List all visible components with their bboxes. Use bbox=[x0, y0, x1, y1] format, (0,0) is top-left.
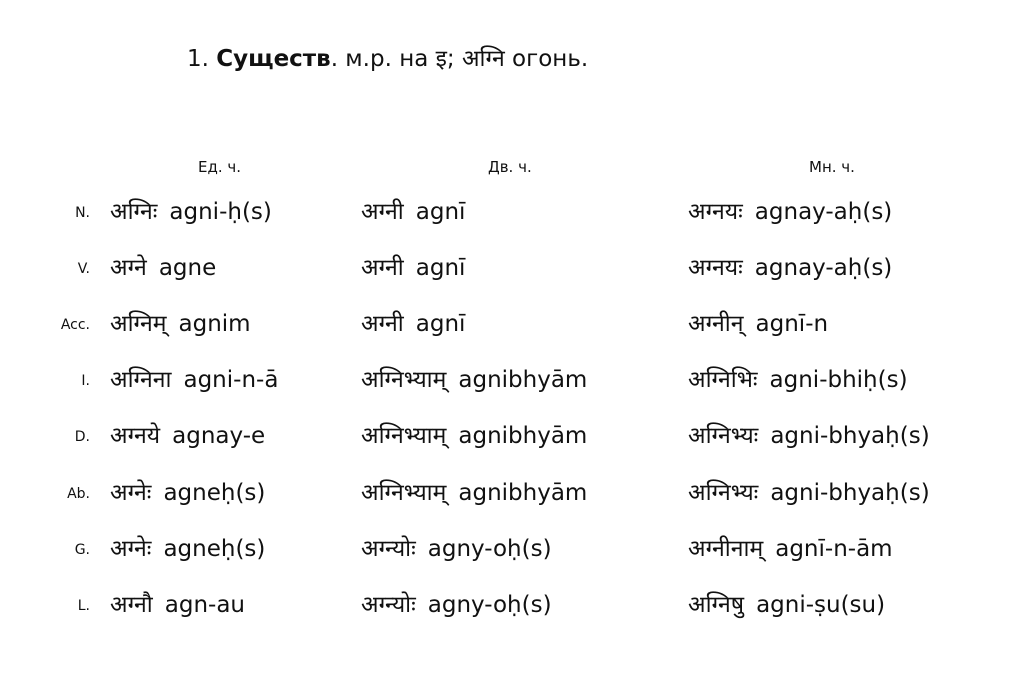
case-label: L. bbox=[77, 598, 90, 614]
title-number: 1. bbox=[187, 46, 209, 72]
transliteration: agni-bhiḥ(s) bbox=[769, 367, 908, 393]
title-bold-word: Существ bbox=[216, 46, 331, 72]
transliteration: agne bbox=[158, 255, 217, 281]
devanagari-form: अग्नी bbox=[361, 199, 404, 225]
transliteration: agni-ḥ(s) bbox=[169, 199, 272, 225]
transliteration: agnim bbox=[178, 311, 251, 337]
form-dual bbox=[361, 476, 587, 510]
case-label: I. bbox=[81, 373, 90, 389]
transliteration: agny-oḥ(s) bbox=[427, 592, 552, 618]
transliteration: agni-n-ā bbox=[183, 367, 279, 393]
devanagari-form: अग्निषु bbox=[688, 592, 745, 618]
transliteration: agnay-aḥ(s) bbox=[754, 199, 893, 225]
form-dual bbox=[361, 532, 552, 566]
case-label: N. bbox=[75, 205, 90, 221]
transliteration: agni-ṣu(su) bbox=[756, 592, 886, 618]
title-rest: . м.р. на इ; अग्नि огонь. bbox=[330, 46, 589, 72]
case-label: V. bbox=[77, 261, 90, 277]
transliteration: agni-bhyaḥ(s) bbox=[770, 480, 930, 506]
form-dual bbox=[361, 419, 587, 453]
devanagari-form: अग्नेः bbox=[110, 480, 152, 506]
column-header-dual: Дв. ч. bbox=[488, 158, 532, 176]
case-label: G. bbox=[74, 542, 90, 558]
form-plural bbox=[688, 363, 908, 397]
column-header-singular: Ед. ч. bbox=[198, 158, 242, 176]
transliteration: agnibhyām bbox=[458, 480, 588, 506]
form-plural bbox=[688, 419, 930, 453]
devanagari-form: अग्नीन् bbox=[688, 311, 744, 337]
transliteration: agnī-n-ām bbox=[775, 536, 893, 562]
devanagari-form: अग्निना bbox=[110, 367, 172, 393]
transliteration: agnī bbox=[415, 255, 466, 281]
form-dual bbox=[361, 307, 465, 341]
form-singular bbox=[110, 251, 216, 285]
column-header-plural: Мн. ч. bbox=[809, 158, 855, 176]
form-singular bbox=[110, 363, 278, 397]
transliteration: agnay-aḥ(s) bbox=[754, 255, 893, 281]
devanagari-form: अग्ने bbox=[110, 255, 147, 281]
transliteration: agnibhyām bbox=[458, 423, 588, 449]
devanagari-form: अग्निभ्याम् bbox=[361, 480, 447, 506]
form-plural bbox=[688, 307, 828, 341]
devanagari-form: अग्निम् bbox=[110, 311, 167, 337]
transliteration: agneḥ(s) bbox=[163, 480, 266, 506]
devanagari-form: अग्नये bbox=[110, 423, 161, 449]
transliteration: agni-bhyaḥ(s) bbox=[770, 423, 930, 449]
form-dual bbox=[361, 251, 465, 285]
form-singular bbox=[110, 532, 265, 566]
transliteration: agneḥ(s) bbox=[163, 536, 266, 562]
devanagari-form: अग्निभ्यः bbox=[688, 423, 759, 449]
devanagari-form: अग्निभ्याम् bbox=[361, 367, 447, 393]
transliteration: agnī-n bbox=[755, 311, 829, 337]
devanagari-form: अग्नी bbox=[361, 311, 404, 337]
transliteration: agn-au bbox=[164, 592, 246, 618]
form-plural bbox=[688, 476, 930, 510]
devanagari-form: अग्निभ्याम् bbox=[361, 423, 447, 449]
form-plural bbox=[688, 195, 892, 229]
transliteration: agnī bbox=[415, 311, 466, 337]
devanagari-form: अग्न्योः bbox=[361, 536, 416, 562]
form-plural bbox=[688, 532, 893, 566]
devanagari-form: अग्निभिः bbox=[688, 367, 758, 393]
form-plural bbox=[688, 251, 892, 285]
devanagari-form: अग्नयः bbox=[688, 199, 743, 225]
form-singular bbox=[110, 419, 265, 453]
devanagari-form: अग्निभ्यः bbox=[688, 480, 759, 506]
transliteration: agny-oḥ(s) bbox=[427, 536, 552, 562]
case-label: Ab. bbox=[67, 486, 90, 502]
page-title bbox=[187, 42, 588, 76]
form-singular bbox=[110, 476, 265, 510]
form-dual bbox=[361, 588, 552, 622]
devanagari-form: अग्नौ bbox=[110, 592, 153, 618]
case-label: Acc. bbox=[60, 317, 90, 333]
form-singular bbox=[110, 588, 245, 622]
form-dual bbox=[361, 363, 587, 397]
devanagari-form: अग्नेः bbox=[110, 536, 152, 562]
devanagari-form: अग्निः bbox=[110, 199, 158, 225]
devanagari-form: अग्न्योः bbox=[361, 592, 416, 618]
transliteration: agnay-e bbox=[172, 423, 266, 449]
devanagari-form: अग्नीनाम् bbox=[688, 536, 764, 562]
form-dual bbox=[361, 195, 465, 229]
transliteration: agnibhyām bbox=[458, 367, 588, 393]
form-singular bbox=[110, 195, 272, 229]
form-plural bbox=[688, 588, 885, 622]
form-singular bbox=[110, 307, 251, 341]
case-label: D. bbox=[74, 429, 90, 445]
transliteration: agnī bbox=[415, 199, 466, 225]
devanagari-form: अग्नी bbox=[361, 255, 404, 281]
devanagari-form: अग्नयः bbox=[688, 255, 743, 281]
